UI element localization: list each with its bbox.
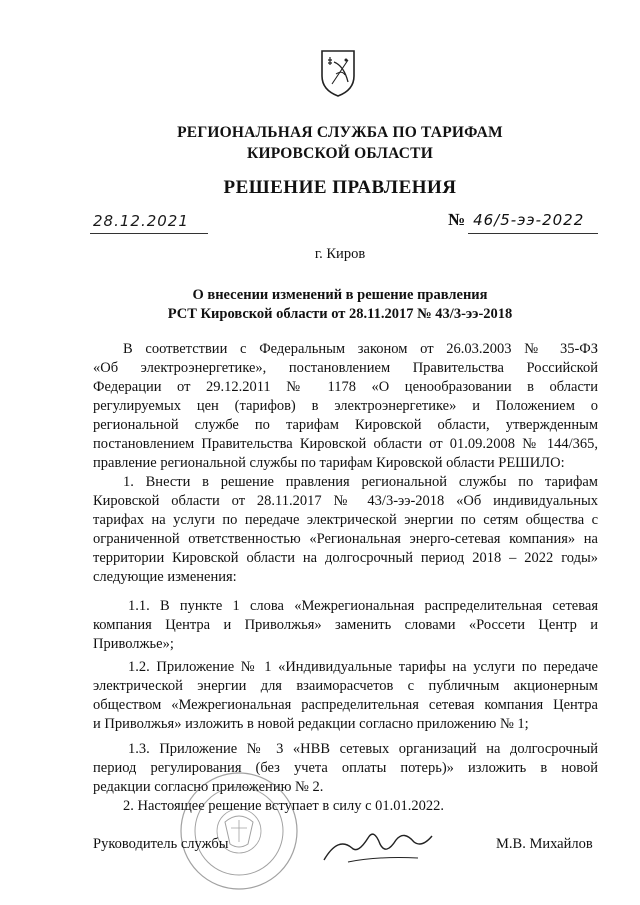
subject-line1: О внесении изменений в решение правления: [192, 287, 488, 303]
body-text-line: территории Кировской области на долгосрочный период 2018 – 2022 годы»: [93, 550, 598, 566]
number-sign: №: [448, 210, 466, 229]
body-text-line: 1. Внести в решение правления региональной службы по тарифам: [123, 474, 598, 490]
body-text-line: 2. Настоящее решение вступает в силу с 01.01.2022.: [123, 798, 445, 814]
body-text-line: обществом «Межрегиональная распределительная сетевая компания Центра: [93, 697, 598, 713]
date-underline: [90, 233, 208, 234]
document-date: 28.12.2021: [93, 212, 189, 230]
coat-of-arms-emblem: [318, 48, 358, 98]
organization-name-line2: КИРОВСКОЙ ОБЛАСТИ: [247, 145, 433, 162]
body-text-line: компания Центра и Приволжья» заменить словами «Россети Центр и: [93, 617, 598, 633]
organization-name-line1: РЕГИОНАЛЬНАЯ СЛУЖБА ПО ТАРИФАМ: [177, 124, 503, 141]
body-text-line: «Об электроэнергетике», постановлением Правительства Российской: [93, 360, 598, 376]
document-number-block: [448, 210, 584, 230]
body-text-line: и Приволжья» изложить в новой редакции согласно приложению № 1;: [93, 716, 529, 732]
city-name: г. Киров: [314, 246, 366, 262]
body-text-line: регулируемых цен (тарифов) в электроэнергетике» и Положением о: [93, 398, 598, 414]
official-seal-stamp: [178, 770, 300, 892]
number-underline: [468, 233, 598, 234]
body-text-line: Кировской области от 28.11.2017 № 43/3-ээ-2018 «Об индивидуальных: [93, 493, 598, 509]
body-text-line: редакции согласно приложению № 2.: [93, 779, 324, 795]
body-text-line: следующие изменения:: [93, 569, 237, 585]
body-text-line: тарифах на услуги по передаче электрической энергии по сетям общества с: [93, 512, 598, 528]
handwritten-signature: [318, 818, 438, 868]
body-text-line: 1.2. Приложение № 1 «Индивидуальные тарифы на услуги по передаче: [128, 659, 598, 675]
document-type-title: РЕШЕНИЕ ПРАВЛЕНИЯ: [223, 177, 457, 198]
body-text-line: правление региональной службы по тарифам Кировской области РЕШИЛО:: [93, 455, 565, 471]
signatory-position: Руководитель службы: [93, 836, 229, 852]
body-text-line: Федерации от 29.12.2011 № 1178 «О ценообразовании в области: [93, 379, 598, 395]
body-text-line: Приволжье»;: [93, 636, 174, 652]
body-text-line: период регулирования (без учета оплаты потерь)» изложить в новой: [93, 760, 598, 776]
body-text-line: 1.3. Приложение № 3 «НВВ сетевых организаций на долгосрочный: [128, 741, 598, 757]
document-number: 46/5-ээ-2022: [473, 211, 585, 229]
body-text-line: ограниченной ответственностью «Региональная энерго-сетевая компания» на: [93, 531, 598, 547]
body-text-line: В соответствии с Федеральным законом от 26.03.2003 № 35-ФЗ: [123, 341, 598, 357]
body-text-line: 1.1. В пункте 1 слова «Межрегиональная распределительная сетевая: [128, 598, 598, 614]
subject-line2: РСТ Кировской области от 28.11.2017 № 43/3-ээ-2018: [167, 306, 513, 322]
body-text-line: электрической энергии для взаиморасчетов с публичным акционерным: [93, 678, 598, 694]
body-text-line: региональной службе по тарифам Кировской области, утвержденным: [93, 417, 598, 433]
signatory-name: М.В. Михайлов: [496, 836, 593, 852]
body-text-line: постановлением Правительства Кировской области от 01.09.2008 № 144/365,: [93, 436, 598, 452]
